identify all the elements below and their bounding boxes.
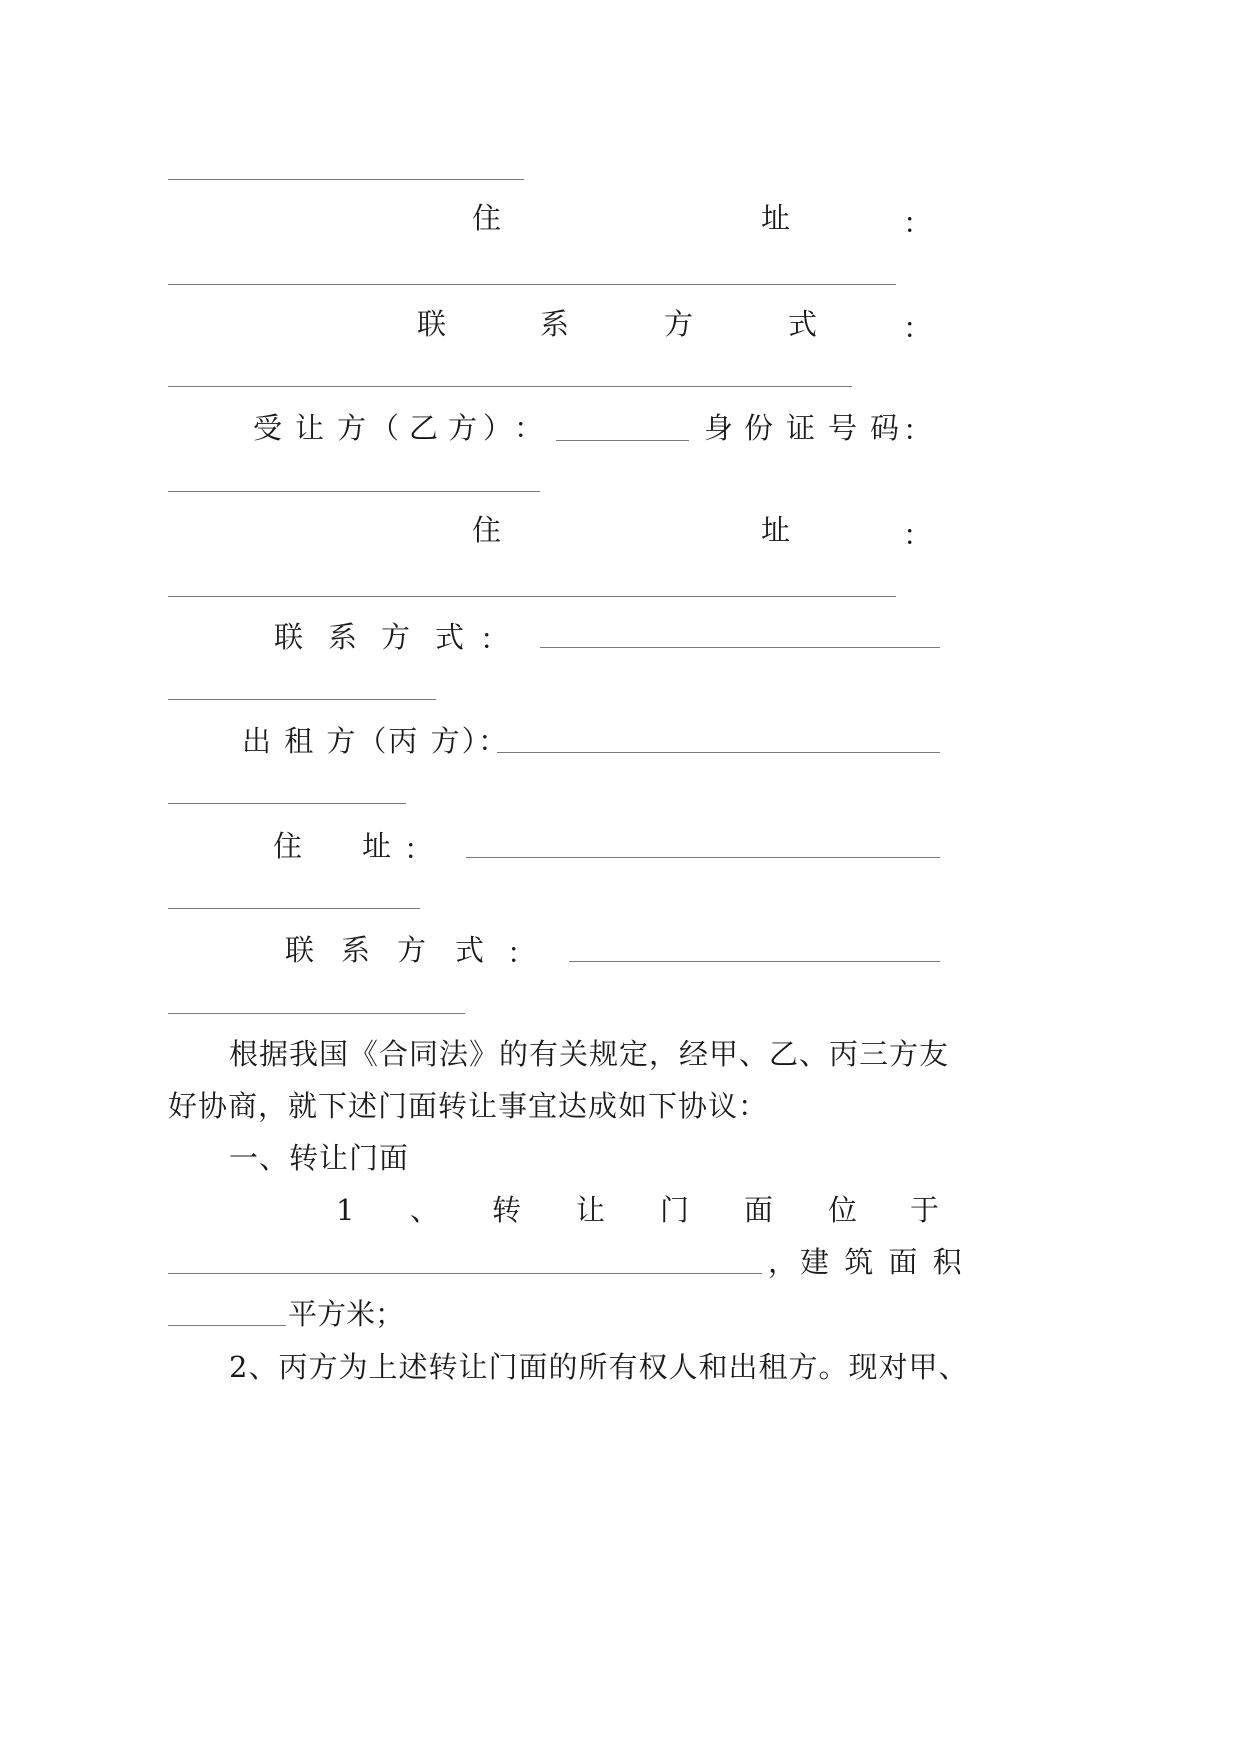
contact-label-char: 方 <box>664 307 694 341</box>
contact-label-char: 联 <box>417 307 447 341</box>
party-b-name-blank[interactable] <box>556 440 689 441</box>
clause-2-line: 2、丙方为上述转让门面的所有权人和出租方。现对甲、 <box>229 1350 969 1384</box>
party-c-label: 出 租 方（丙 方）： <box>242 724 510 758</box>
party-b-contact-char: 方 <box>381 620 411 654</box>
party-b-label-char: 方 <box>337 411 367 445</box>
clause-1-char: 位 <box>828 1193 858 1227</box>
party-b-contact-char: 式 <box>435 620 465 654</box>
clause-1-char: 面 <box>744 1193 774 1227</box>
party-c-contact-char: 方 <box>397 933 427 967</box>
party-b-contact-char: 系 <box>328 620 358 654</box>
id-label-char: 码 <box>870 411 900 445</box>
party-b-id-blank[interactable] <box>168 491 540 492</box>
party-b-label-char: （ <box>370 411 400 445</box>
party-c-contact-colon: ： <box>507 936 537 970</box>
party-b-label-char: 让 <box>295 411 325 445</box>
party-b-label-char: ： <box>514 411 544 445</box>
contact-label-colon: ： <box>903 311 933 345</box>
party-b-address-blank[interactable] <box>168 596 896 597</box>
clause-1-char: 、 <box>410 1193 440 1227</box>
contact-label-char: 系 <box>540 307 570 341</box>
clause-1-char: 转 <box>492 1193 522 1227</box>
clause-1-char: 1 <box>336 1193 355 1227</box>
party-b-label-char: 方 <box>448 411 478 445</box>
blank-line-top[interactable] <box>168 179 524 180</box>
contact-blank-line[interactable] <box>168 386 852 387</box>
intro-line-1: 根据我国《合同法》的有关规定，经甲、乙、丙三方友 <box>229 1037 950 1071</box>
party-c-contact-char: 系 <box>341 933 371 967</box>
clause-1-char: 让 <box>576 1193 606 1227</box>
party-b-address-char: 住 <box>472 513 502 547</box>
id-label-colon: ： <box>903 413 933 447</box>
party-c-contact-blank[interactable] <box>569 961 940 962</box>
party-c-address-colon: ： <box>404 832 434 866</box>
area-blank[interactable] <box>168 1325 286 1326</box>
party-c-contact-char: 式 <box>455 933 485 967</box>
id-label-char: 身 <box>704 411 734 445</box>
party-b-label-char: ） <box>483 411 513 445</box>
address-label-colon: ： <box>903 206 933 240</box>
party-b-contact-colon: ： <box>480 622 510 656</box>
party-b-contact-blank[interactable] <box>540 647 940 648</box>
address-blank-line[interactable] <box>168 284 896 285</box>
section-1-title: 一、转让门面 <box>229 1141 410 1175</box>
party-c-contact-char: 联 <box>285 933 315 967</box>
address-label-char: 住 <box>472 201 502 235</box>
party-b-label-char: 乙 <box>409 411 439 445</box>
party-b-contact-blank-cont[interactable] <box>168 699 436 700</box>
party-b-address-colon: ： <box>903 518 933 552</box>
location-blank[interactable] <box>168 1273 762 1274</box>
id-label-char: 号 <box>828 411 858 445</box>
address-label-char: 址 <box>761 201 791 235</box>
party-b-address-char: 址 <box>761 513 791 547</box>
id-label-char: 份 <box>744 411 774 445</box>
area-label: ，建 筑 面 积 <box>768 1245 965 1279</box>
area-unit: 平方米； <box>288 1297 405 1331</box>
contact-label-char: 式 <box>788 307 818 341</box>
clause-1-char: 门 <box>660 1193 690 1227</box>
party-c-address-blank[interactable] <box>466 857 940 858</box>
party-c-address-blank-cont[interactable] <box>168 908 420 909</box>
party-c-contact-blank-cont[interactable] <box>168 1013 465 1014</box>
party-c-name-blank[interactable] <box>497 752 940 753</box>
party-c-address-char: 住 <box>273 829 303 863</box>
id-label-char: 证 <box>786 411 816 445</box>
party-b-contact-char: 联 <box>274 620 304 654</box>
party-c-name-blank-cont[interactable] <box>168 803 406 804</box>
party-b-label-char: 受 <box>253 411 283 445</box>
clause-1-char: 于 <box>910 1193 940 1227</box>
party-c-address-char: 址 <box>362 829 392 863</box>
intro-line-2: 好协商，就下述门面转让事宜达成如下协议： <box>168 1089 769 1123</box>
